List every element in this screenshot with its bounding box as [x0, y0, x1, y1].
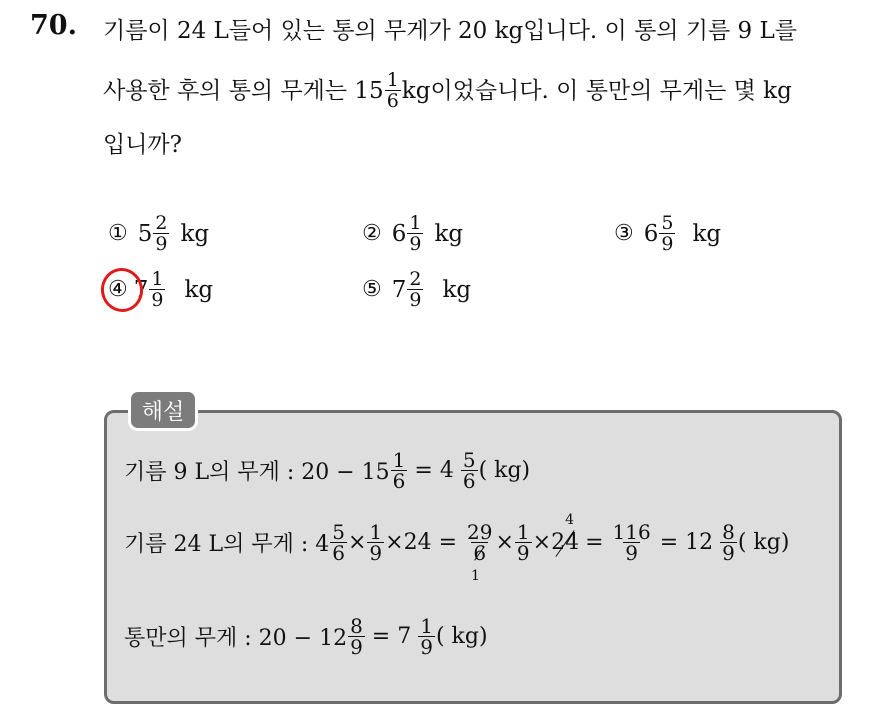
fraction-numerator: 5	[332, 520, 345, 544]
question-text-1: 기름이 24 L들어 있는 통의 무게가 20 kg입니다. 이 통의 기름 9 L를	[103, 18, 797, 44]
equals-text: = 12	[659, 530, 714, 555]
choice-whole: 6	[391, 220, 407, 247]
fraction-denominator: 6	[332, 541, 345, 565]
fraction-denominator: 9	[369, 541, 383, 565]
question-line-2	[103, 70, 792, 111]
question-text-3: 입니까?	[103, 132, 182, 158]
fraction-denominator	[471, 542, 488, 563]
fraction-denominator: 9	[661, 233, 674, 255]
choice-fraction	[407, 213, 423, 254]
fraction	[367, 522, 384, 563]
solution-line-1	[124, 450, 530, 491]
unit: ( kg)	[435, 624, 488, 649]
fraction	[461, 450, 478, 491]
fraction	[720, 522, 737, 563]
fraction-numerator: 2	[155, 212, 168, 234]
solution-line-3	[124, 616, 488, 657]
choice-1[interactable]	[108, 213, 209, 254]
fraction-numerator: 5	[462, 448, 476, 472]
fraction-numerator: 1	[151, 268, 164, 290]
cancelled-24: 24	[551, 530, 580, 555]
choice-mark: ③	[614, 221, 634, 246]
fraction-denominator: 9	[722, 541, 735, 565]
choice-unit: kg	[180, 220, 210, 247]
equals-text: =	[585, 530, 604, 555]
question-text-2a: 사용한 후의 통의 무게는 15	[103, 77, 384, 104]
fraction-numerator: 29	[467, 520, 493, 544]
choice-3[interactable]	[614, 213, 721, 254]
solution-label: 기름 24 L의 무게 : 4	[124, 532, 330, 557]
solution-label: 통만의 무게 : 20 − 12	[124, 626, 348, 651]
choice-unit: kg	[434, 220, 464, 247]
cancel-result: 4	[565, 512, 574, 528]
choice-mark: ④	[108, 277, 128, 302]
fraction	[330, 522, 347, 563]
choice-whole: 7	[391, 276, 407, 303]
choice-whole: 6	[643, 220, 659, 247]
question-line-3	[103, 128, 182, 162]
choice-fraction	[153, 213, 169, 254]
fraction-denominator: 9	[350, 635, 363, 659]
choice-mark: ①	[108, 221, 128, 246]
fraction-denominator: 9	[155, 233, 168, 255]
unit: ( kg)	[737, 530, 790, 555]
fraction-numerator: 1	[409, 212, 422, 234]
cancel-result: 1	[471, 568, 480, 584]
question-fraction	[385, 70, 401, 111]
choice-fraction	[659, 213, 675, 254]
fraction	[391, 450, 408, 491]
fraction-denominator: 6	[392, 469, 406, 493]
times-text: ×	[532, 530, 552, 555]
fraction-denominator: 9	[516, 541, 530, 565]
question-number: 70.	[30, 10, 77, 41]
choice-mark: ②	[362, 221, 382, 246]
fraction-denominator: 9	[409, 233, 422, 255]
cancelled-digit: 6	[473, 541, 487, 565]
fraction-denominator: 6	[386, 90, 399, 112]
solution-line-2	[124, 512, 790, 584]
fraction-denominator: 9	[420, 635, 433, 659]
fraction-numerator: 2	[409, 268, 422, 290]
fraction-numerator: 116	[612, 520, 651, 544]
choice-unit: kg	[442, 276, 472, 303]
choice-5[interactable]	[362, 269, 471, 310]
choice-fraction	[407, 269, 423, 310]
choice-fraction	[149, 269, 165, 310]
fraction-numerator: 8	[722, 520, 735, 544]
equals-text: = 7	[371, 624, 412, 649]
choice-2[interactable]	[362, 213, 463, 254]
fraction-denominator: 9	[151, 289, 164, 311]
fraction-denominator: 6	[462, 469, 476, 493]
solution-label: 기름 9 L의 무게 : 20 − 15	[124, 460, 390, 485]
fraction-numerator: 8	[350, 614, 363, 638]
choice-unit: kg	[692, 220, 722, 247]
cancelled-number	[551, 512, 580, 555]
fraction-numerator: 1	[516, 520, 530, 544]
fraction-denominator: 9	[409, 289, 422, 311]
fraction	[348, 616, 365, 657]
question-text-2b: kg이었습니다. 이 통만의 무게는 몇 kg	[401, 77, 792, 104]
times-text: ×24 =	[385, 530, 458, 555]
unit: ( kg)	[478, 458, 531, 483]
times-text: ×	[347, 530, 367, 555]
choice-whole: 5	[137, 220, 153, 247]
fraction-cancelled	[465, 520, 494, 584]
fraction-numerator: 1	[392, 448, 406, 472]
fraction-numerator: 1	[420, 614, 433, 638]
times-text: ×	[495, 530, 514, 555]
choice-whole: 7	[133, 276, 149, 303]
choice-unit: kg	[184, 276, 214, 303]
choice-mark: ⑤	[362, 277, 382, 302]
fraction-numerator: 1	[386, 69, 399, 91]
question-line-1	[103, 14, 797, 48]
solution-tag: 해설	[128, 389, 198, 431]
fraction-numerator: 1	[369, 520, 383, 544]
equals-text: = 4	[414, 458, 454, 483]
fraction	[611, 522, 653, 563]
fraction-denominator: 9	[625, 541, 638, 565]
fraction	[515, 522, 532, 563]
fraction	[418, 616, 435, 657]
fraction-numerator: 5	[661, 212, 674, 234]
